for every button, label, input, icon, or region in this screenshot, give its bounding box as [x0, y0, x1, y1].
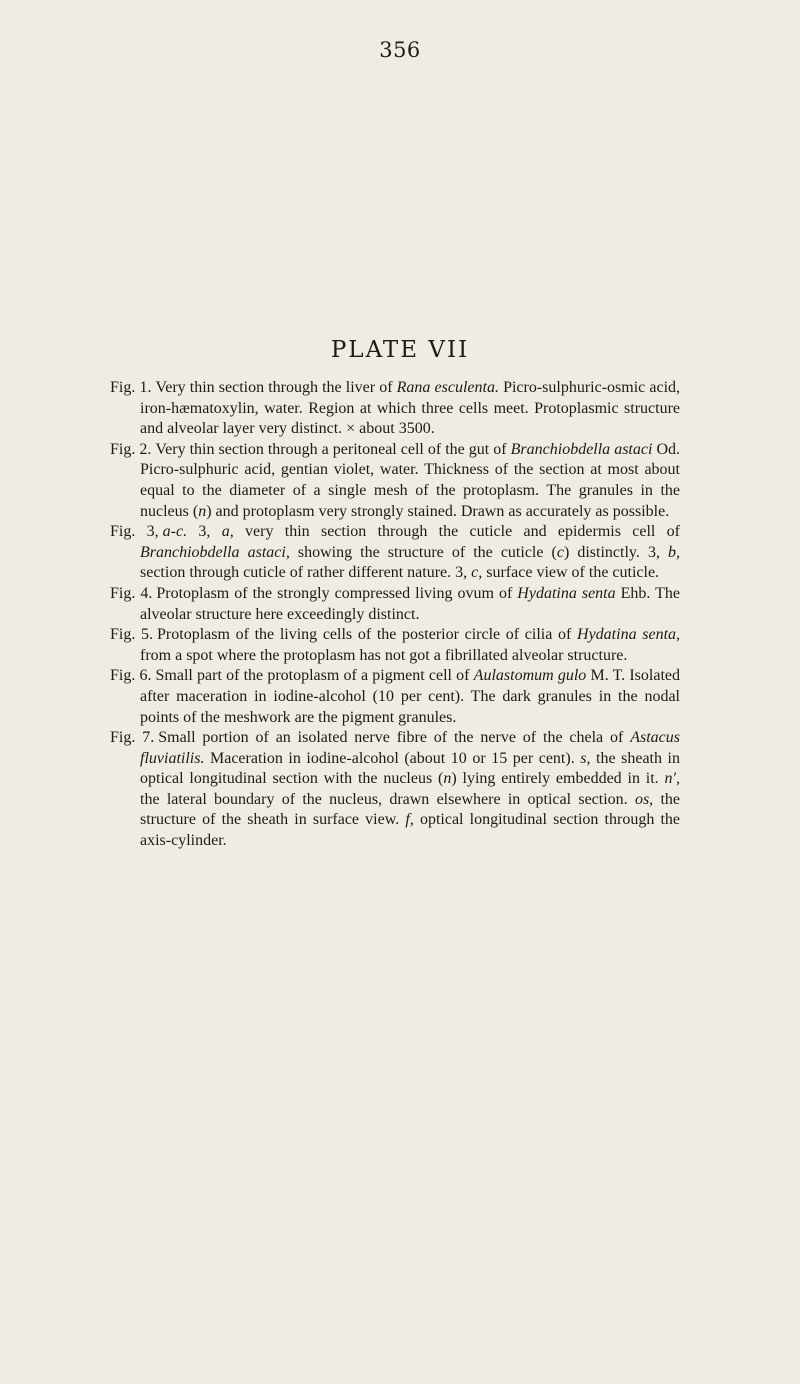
- italic-term: Hydatina senta,: [577, 626, 681, 644]
- figure-caption-2: [110, 440, 680, 522]
- figure-caption-5: [110, 625, 680, 666]
- italic-term: s,: [580, 749, 591, 767]
- caption-text: the lateral boundary of the nucleus, drawn elsewhere in optical section.: [140, 790, 635, 808]
- figure-caption-1: [110, 378, 680, 440]
- figure-label: Fig. 6.: [110, 667, 152, 685]
- caption-text: showing the structure of the cuticle (: [289, 543, 557, 561]
- figure-caption-6: [110, 666, 680, 728]
- italic-term: Astacus fluviatilis.: [140, 729, 681, 767]
- italic-term: c: [556, 543, 564, 561]
- caption-text: ) distinctly. 3,: [563, 543, 668, 561]
- figure-label: Fig. 5.: [110, 626, 154, 644]
- italic-term: Branchiobdella astaci,: [140, 543, 290, 561]
- caption-text: Ehb. The alveolar structure here exceedingly distinct.: [140, 584, 681, 623]
- italic-term: Aulastomum gulo: [473, 667, 587, 685]
- figure-label: Fig. 7.: [110, 729, 155, 747]
- caption-text: Very thin section through the liver of: [155, 379, 397, 396]
- figure-label: Fig. 3,: [110, 523, 159, 541]
- italic-term: c,: [471, 564, 483, 582]
- figure-caption-3: [110, 522, 680, 584]
- caption-text: Protoplasm of the living cells of the posterior circle of cilia of: [157, 626, 578, 644]
- caption-text: ) lying entirely embedded in it.: [451, 770, 665, 788]
- caption-text: section through cuticle of rather different nature. 3,: [140, 564, 472, 582]
- caption-text: very thin section through the cuticle and epidermis cell of: [233, 523, 681, 541]
- caption-text: Very thin section through a peritoneal cell of the gut of: [155, 440, 511, 458]
- italic-term: a,: [221, 523, 234, 541]
- figure-label: Fig. 4.: [110, 584, 153, 602]
- figure-caption-7: [110, 728, 680, 852]
- italic-term: f,: [405, 811, 414, 829]
- caption-text: Picro-sulphuric-osmic acid, iron-hæmatoxylin, water. Region at which three cells meet. Protoplasmic structure and alveolar layer very distinct. × about 3500.: [140, 379, 681, 438]
- figure-caption-4: [110, 584, 680, 625]
- caption-text: the structure of the sheath in surface view.: [140, 790, 681, 829]
- italic-term: n: [198, 502, 207, 520]
- caption-text: optical longitudinal section through the axis-cylinder.: [140, 811, 681, 850]
- caption-text: the sheath in optical longitudinal section with the nucleus (: [140, 749, 680, 788]
- caption-text: M. T. Isolated after maceration in iodine-alcohol (10 per cent). The dark granules in the nodal points of the meshwork are the pigment granules.: [140, 667, 681, 726]
- caption-text: 3,: [187, 523, 222, 541]
- italic-term: n: [443, 770, 452, 788]
- plate-title: PLATE VII: [330, 337, 470, 363]
- italic-term: Hydatina senta: [517, 584, 616, 602]
- caption-text: Small portion of an isolated nerve fibre of the nerve of the chela of: [158, 729, 631, 747]
- caption-text: Od. Picro-sulphuric acid, gentian violet, water. Thickness of the section at most about equal to the diameter of a single mesh of the protoplasm. The granules in the nucleus (: [140, 440, 680, 520]
- page-number: 356: [379, 38, 421, 62]
- caption-text: Maceration in iodine-alcohol (about 10 or 15 per cent).: [204, 749, 581, 767]
- caption-text: from a spot where the protoplasm has not got a fibrillated alveolar structure.: [140, 646, 628, 664]
- caption-text: Small part of the protoplasm of a pigment cell of: [155, 667, 474, 685]
- italic-term: b,: [668, 543, 680, 561]
- caption-text: surface view of the cuticle.: [482, 564, 660, 582]
- figure-label: Fig. 2.: [110, 440, 152, 458]
- italic-term: n′,: [664, 770, 680, 788]
- italic-term: Branchiobdella astaci: [510, 440, 653, 458]
- figure-legend: [110, 378, 680, 852]
- italic-term: os,: [634, 790, 654, 808]
- figure-label: Fig. 1.: [110, 379, 152, 396]
- italic-term: a-c.: [162, 523, 188, 541]
- caption-text: ) and protoplasm very strongly stained. Drawn as accurately as possible.: [206, 502, 670, 520]
- italic-term: Rana esculenta.: [396, 379, 499, 396]
- caption-text: Protoplasm of the strongly compressed living ovum of: [156, 584, 518, 602]
